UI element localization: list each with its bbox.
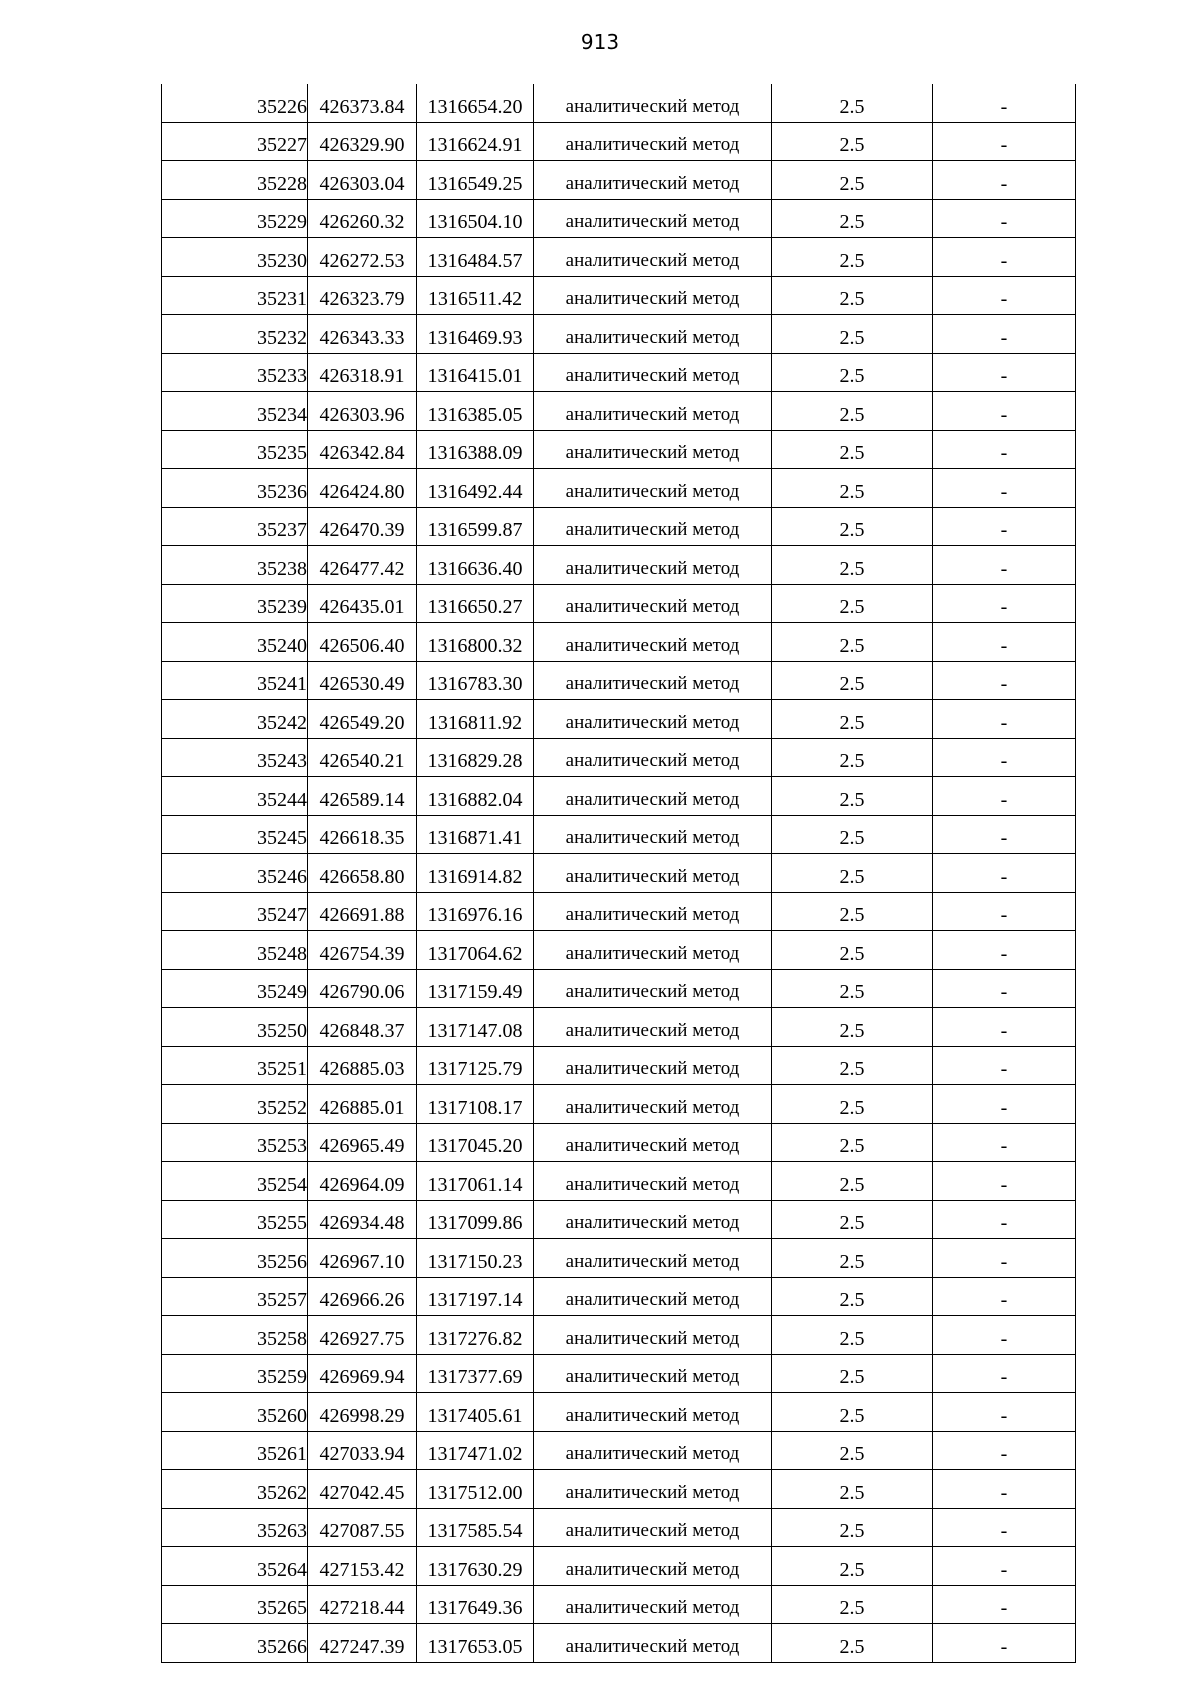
accuracy-cell: 2.5 [772,392,933,431]
y-coordinate-cell: 1316599.87 [417,507,534,546]
x-coordinate-cell: 426589.14 [308,777,417,816]
note-cell: - [933,1085,1076,1124]
method-cell: аналитический метод [534,969,772,1008]
point-number-cell: 35247 [162,892,308,931]
x-coordinate-cell: 426329.90 [308,122,417,161]
y-coordinate-cell: 1317377.69 [417,1354,534,1393]
table-row [162,238,1076,277]
table-row [162,1547,1076,1586]
x-coordinate-cell: 427042.45 [308,1470,417,1509]
method-cell: аналитический метод [534,469,772,508]
note-cell: - [933,738,1076,777]
method-cell: аналитический метод [534,392,772,431]
y-coordinate-cell: 1316811.92 [417,700,534,739]
x-coordinate-cell: 426342.84 [308,430,417,469]
point-number-cell: 35238 [162,546,308,585]
note-cell: - [933,315,1076,354]
method-cell: аналитический метод [534,815,772,854]
y-coordinate-cell: 1316385.05 [417,392,534,431]
y-coordinate-cell: 1316976.16 [417,892,534,931]
note-cell: - [933,1008,1076,1047]
accuracy-cell: 2.5 [772,238,933,277]
point-number-cell: 35255 [162,1200,308,1239]
table-row [162,1393,1076,1432]
note-cell: - [933,892,1076,931]
note-cell: - [933,199,1076,238]
point-number-cell: 35257 [162,1277,308,1316]
accuracy-cell: 2.5 [772,1547,933,1586]
x-coordinate-cell: 427247.39 [308,1624,417,1663]
x-coordinate-cell: 426477.42 [308,546,417,585]
method-cell: аналитический метод [534,1239,772,1278]
table-row [162,1239,1076,1278]
y-coordinate-cell: 1316654.20 [417,84,534,122]
x-coordinate-cell: 426927.75 [308,1316,417,1355]
note-cell: - [933,1200,1076,1239]
accuracy-cell: 2.5 [772,1431,933,1470]
table-row [162,1085,1076,1124]
accuracy-cell: 2.5 [772,469,933,508]
note-cell: - [933,661,1076,700]
point-number-cell: 35253 [162,1123,308,1162]
note-cell: - [933,430,1076,469]
accuracy-cell: 2.5 [772,815,933,854]
y-coordinate-cell: 1316914.82 [417,854,534,893]
accuracy-cell: 2.5 [772,84,933,122]
point-number-cell: 35259 [162,1354,308,1393]
table-row [162,392,1076,431]
accuracy-cell: 2.5 [772,276,933,315]
note-cell: - [933,623,1076,662]
point-number-cell: 35236 [162,469,308,508]
point-number-cell: 35227 [162,122,308,161]
table-row [162,777,1076,816]
method-cell: аналитический метод [534,1008,772,1047]
y-coordinate-cell: 1316650.27 [417,584,534,623]
method-cell: аналитический метод [534,238,772,277]
point-number-cell: 35229 [162,199,308,238]
note-cell: - [933,1508,1076,1547]
table-row [162,507,1076,546]
y-coordinate-cell: 1317649.36 [417,1585,534,1624]
accuracy-cell: 2.5 [772,430,933,469]
x-coordinate-cell: 426969.94 [308,1354,417,1393]
table-row [162,1046,1076,1085]
method-cell: аналитический метод [534,1624,772,1663]
point-number-cell: 35252 [162,1085,308,1124]
table-row [162,584,1076,623]
x-coordinate-cell: 426848.37 [308,1008,417,1047]
accuracy-cell: 2.5 [772,854,933,893]
method-cell: аналитический метод [534,546,772,585]
table-row [162,161,1076,200]
note-cell: - [933,1431,1076,1470]
accuracy-cell: 2.5 [772,1316,933,1355]
accuracy-cell: 2.5 [772,969,933,1008]
accuracy-cell: 2.5 [772,1162,933,1201]
accuracy-cell: 2.5 [772,1200,933,1239]
method-cell: аналитический метод [534,738,772,777]
note-cell: - [933,931,1076,970]
method-cell: аналитический метод [534,1046,772,1085]
x-coordinate-cell: 426549.20 [308,700,417,739]
y-coordinate-cell: 1316388.09 [417,430,534,469]
page-number: 913 [580,30,620,54]
note-cell: - [933,584,1076,623]
table-row [162,276,1076,315]
note-cell: - [933,854,1076,893]
accuracy-cell: 2.5 [772,623,933,662]
y-coordinate-cell: 1317064.62 [417,931,534,970]
y-coordinate-cell: 1317512.00 [417,1470,534,1509]
x-coordinate-cell: 426966.26 [308,1277,417,1316]
accuracy-cell: 2.5 [772,931,933,970]
table-row [162,353,1076,392]
y-coordinate-cell: 1316882.04 [417,777,534,816]
accuracy-cell: 2.5 [772,1008,933,1047]
y-coordinate-cell: 1317585.54 [417,1508,534,1547]
accuracy-cell: 2.5 [772,199,933,238]
method-cell: аналитический метод [534,1431,772,1470]
method-cell: аналитический метод [534,1085,772,1124]
x-coordinate-cell: 426885.03 [308,1046,417,1085]
note-cell: - [933,392,1076,431]
table-row [162,1200,1076,1239]
x-coordinate-cell: 427218.44 [308,1585,417,1624]
table-row [162,1162,1076,1201]
note-cell: - [933,1277,1076,1316]
y-coordinate-cell: 1317630.29 [417,1547,534,1586]
point-number-cell: 35230 [162,238,308,277]
x-coordinate-cell: 426323.79 [308,276,417,315]
table-row [162,854,1076,893]
y-coordinate-cell: 1316829.28 [417,738,534,777]
y-coordinate-cell: 1316504.10 [417,199,534,238]
table-row [162,892,1076,931]
table-row [162,315,1076,354]
table-row [162,84,1076,122]
x-coordinate-cell: 426790.06 [308,969,417,1008]
x-coordinate-cell: 426691.88 [308,892,417,931]
table-row [162,469,1076,508]
table-row [162,1354,1076,1393]
x-coordinate-cell: 426318.91 [308,353,417,392]
y-coordinate-cell: 1317061.14 [417,1162,534,1201]
accuracy-cell: 2.5 [772,122,933,161]
table-row [162,1277,1076,1316]
note-cell: - [933,1354,1076,1393]
accuracy-cell: 2.5 [772,1085,933,1124]
method-cell: аналитический метод [534,122,772,161]
point-number-cell: 35244 [162,777,308,816]
accuracy-cell: 2.5 [772,1624,933,1663]
x-coordinate-cell: 426965.49 [308,1123,417,1162]
table-row [162,1585,1076,1624]
table-row [162,1008,1076,1047]
accuracy-cell: 2.5 [772,315,933,354]
accuracy-cell: 2.5 [772,161,933,200]
x-coordinate-cell: 426964.09 [308,1162,417,1201]
table-row [162,1508,1076,1547]
y-coordinate-cell: 1316871.41 [417,815,534,854]
accuracy-cell: 2.5 [772,700,933,739]
x-coordinate-cell: 426373.84 [308,84,417,122]
table-row [162,1624,1076,1663]
x-coordinate-cell: 426260.32 [308,199,417,238]
method-cell: аналитический метод [534,199,772,238]
table-row [162,1123,1076,1162]
coordinates-table-body [162,84,1076,1662]
point-number-cell: 35228 [162,161,308,200]
method-cell: аналитический метод [534,1123,772,1162]
accuracy-cell: 2.5 [772,1354,933,1393]
note-cell: - [933,1162,1076,1201]
table-row [162,430,1076,469]
table-row [162,623,1076,662]
accuracy-cell: 2.5 [772,892,933,931]
point-number-cell: 35237 [162,507,308,546]
method-cell: аналитический метод [534,584,772,623]
table-row [162,1316,1076,1355]
coordinates-table [161,84,1076,1663]
x-coordinate-cell: 426303.04 [308,161,417,200]
method-cell: аналитический метод [534,1162,772,1201]
note-cell: - [933,969,1076,1008]
y-coordinate-cell: 1316800.32 [417,623,534,662]
x-coordinate-cell: 426470.39 [308,507,417,546]
point-number-cell: 35246 [162,854,308,893]
y-coordinate-cell: 1317159.49 [417,969,534,1008]
method-cell: аналитический метод [534,276,772,315]
y-coordinate-cell: 1317099.86 [417,1200,534,1239]
y-coordinate-cell: 1317653.05 [417,1624,534,1663]
y-coordinate-cell: 1316511.42 [417,276,534,315]
x-coordinate-cell: 426303.96 [308,392,417,431]
note-cell: - [933,353,1076,392]
x-coordinate-cell: 426343.33 [308,315,417,354]
method-cell: аналитический метод [534,623,772,662]
x-coordinate-cell: 426618.35 [308,815,417,854]
table-row [162,661,1076,700]
x-coordinate-cell: 426272.53 [308,238,417,277]
point-number-cell: 35261 [162,1431,308,1470]
x-coordinate-cell: 426885.01 [308,1085,417,1124]
note-cell: - [933,469,1076,508]
y-coordinate-cell: 1316549.25 [417,161,534,200]
point-number-cell: 35235 [162,430,308,469]
method-cell: аналитический метод [534,1316,772,1355]
x-coordinate-cell: 426530.49 [308,661,417,700]
point-number-cell: 35241 [162,661,308,700]
method-cell: аналитический метод [534,161,772,200]
method-cell: аналитический метод [534,507,772,546]
method-cell: аналитический метод [534,661,772,700]
point-number-cell: 35232 [162,315,308,354]
note-cell: - [933,1393,1076,1432]
accuracy-cell: 2.5 [772,777,933,816]
method-cell: аналитический метод [534,430,772,469]
point-number-cell: 35256 [162,1239,308,1278]
point-number-cell: 35248 [162,931,308,970]
method-cell: аналитический метод [534,1585,772,1624]
note-cell: - [933,815,1076,854]
point-number-cell: 35264 [162,1547,308,1586]
point-number-cell: 35262 [162,1470,308,1509]
y-coordinate-cell: 1316636.40 [417,546,534,585]
point-number-cell: 35226 [162,84,308,122]
accuracy-cell: 2.5 [772,738,933,777]
note-cell: - [933,546,1076,585]
method-cell: аналитический метод [534,700,772,739]
x-coordinate-cell: 427087.55 [308,1508,417,1547]
y-coordinate-cell: 1317147.08 [417,1008,534,1047]
accuracy-cell: 2.5 [772,1046,933,1085]
method-cell: аналитический метод [534,353,772,392]
point-number-cell: 35245 [162,815,308,854]
method-cell: аналитический метод [534,1393,772,1432]
table-row [162,199,1076,238]
method-cell: аналитический метод [534,892,772,931]
point-number-cell: 35234 [162,392,308,431]
method-cell: аналитический метод [534,1470,772,1509]
point-number-cell: 35258 [162,1316,308,1355]
note-cell: - [933,1239,1076,1278]
note-cell: - [933,1470,1076,1509]
note-cell: - [933,238,1076,277]
point-number-cell: 35233 [162,353,308,392]
table-row [162,931,1076,970]
note-cell: - [933,122,1076,161]
table-row [162,815,1076,854]
x-coordinate-cell: 426424.80 [308,469,417,508]
accuracy-cell: 2.5 [772,546,933,585]
table-row [162,1470,1076,1509]
y-coordinate-cell: 1317197.14 [417,1277,534,1316]
point-number-cell: 35249 [162,969,308,1008]
x-coordinate-cell: 426540.21 [308,738,417,777]
point-number-cell: 35260 [162,1393,308,1432]
table-row [162,546,1076,585]
point-number-cell: 35243 [162,738,308,777]
x-coordinate-cell: 426435.01 [308,584,417,623]
table-row [162,700,1076,739]
y-coordinate-cell: 1317108.17 [417,1085,534,1124]
y-coordinate-cell: 1317471.02 [417,1431,534,1470]
x-coordinate-cell: 426658.80 [308,854,417,893]
accuracy-cell: 2.5 [772,1277,933,1316]
accuracy-cell: 2.5 [772,584,933,623]
x-coordinate-cell: 426754.39 [308,931,417,970]
y-coordinate-cell: 1316492.44 [417,469,534,508]
accuracy-cell: 2.5 [772,507,933,546]
method-cell: аналитический метод [534,1200,772,1239]
note-cell: - [933,1046,1076,1085]
accuracy-cell: 2.5 [772,661,933,700]
note-cell: - [933,507,1076,546]
x-coordinate-cell: 426934.48 [308,1200,417,1239]
method-cell: аналитический метод [534,777,772,816]
note-cell: - [933,161,1076,200]
x-coordinate-cell: 427033.94 [308,1431,417,1470]
y-coordinate-cell: 1317045.20 [417,1123,534,1162]
table-row [162,969,1076,1008]
accuracy-cell: 2.5 [772,1239,933,1278]
point-number-cell: 35239 [162,584,308,623]
accuracy-cell: 2.5 [772,1393,933,1432]
method-cell: аналитический метод [534,84,772,122]
point-number-cell: 35250 [162,1008,308,1047]
y-coordinate-cell: 1316469.93 [417,315,534,354]
x-coordinate-cell: 426998.29 [308,1393,417,1432]
note-cell: - [933,1585,1076,1624]
method-cell: аналитический метод [534,1354,772,1393]
method-cell: аналитический метод [534,854,772,893]
table-row [162,738,1076,777]
point-number-cell: 35242 [162,700,308,739]
note-cell: - [933,1547,1076,1586]
accuracy-cell: 2.5 [772,1470,933,1509]
y-coordinate-cell: 1316484.57 [417,238,534,277]
method-cell: аналитический метод [534,931,772,970]
y-coordinate-cell: 1317125.79 [417,1046,534,1085]
x-coordinate-cell: 427153.42 [308,1547,417,1586]
accuracy-cell: 2.5 [772,353,933,392]
point-number-cell: 35251 [162,1046,308,1085]
x-coordinate-cell: 426967.10 [308,1239,417,1278]
y-coordinate-cell: 1316783.30 [417,661,534,700]
note-cell: - [933,700,1076,739]
point-number-cell: 35231 [162,276,308,315]
note-cell: - [933,1316,1076,1355]
method-cell: аналитический метод [534,1508,772,1547]
y-coordinate-cell: 1317405.61 [417,1393,534,1432]
table-row [162,122,1076,161]
method-cell: аналитический метод [534,315,772,354]
note-cell: - [933,1624,1076,1663]
method-cell: аналитический метод [534,1547,772,1586]
point-number-cell: 35265 [162,1585,308,1624]
table-row [162,1431,1076,1470]
point-number-cell: 35263 [162,1508,308,1547]
accuracy-cell: 2.5 [772,1123,933,1162]
y-coordinate-cell: 1316624.91 [417,122,534,161]
accuracy-cell: 2.5 [772,1585,933,1624]
note-cell: - [933,1123,1076,1162]
note-cell: - [933,84,1076,122]
x-coordinate-cell: 426506.40 [308,623,417,662]
point-number-cell: 35254 [162,1162,308,1201]
y-coordinate-cell: 1316415.01 [417,353,534,392]
y-coordinate-cell: 1317276.82 [417,1316,534,1355]
point-number-cell: 35240 [162,623,308,662]
accuracy-cell: 2.5 [772,1508,933,1547]
y-coordinate-cell: 1317150.23 [417,1239,534,1278]
method-cell: аналитический метод [534,1277,772,1316]
note-cell: - [933,276,1076,315]
note-cell: - [933,777,1076,816]
point-number-cell: 35266 [162,1624,308,1663]
